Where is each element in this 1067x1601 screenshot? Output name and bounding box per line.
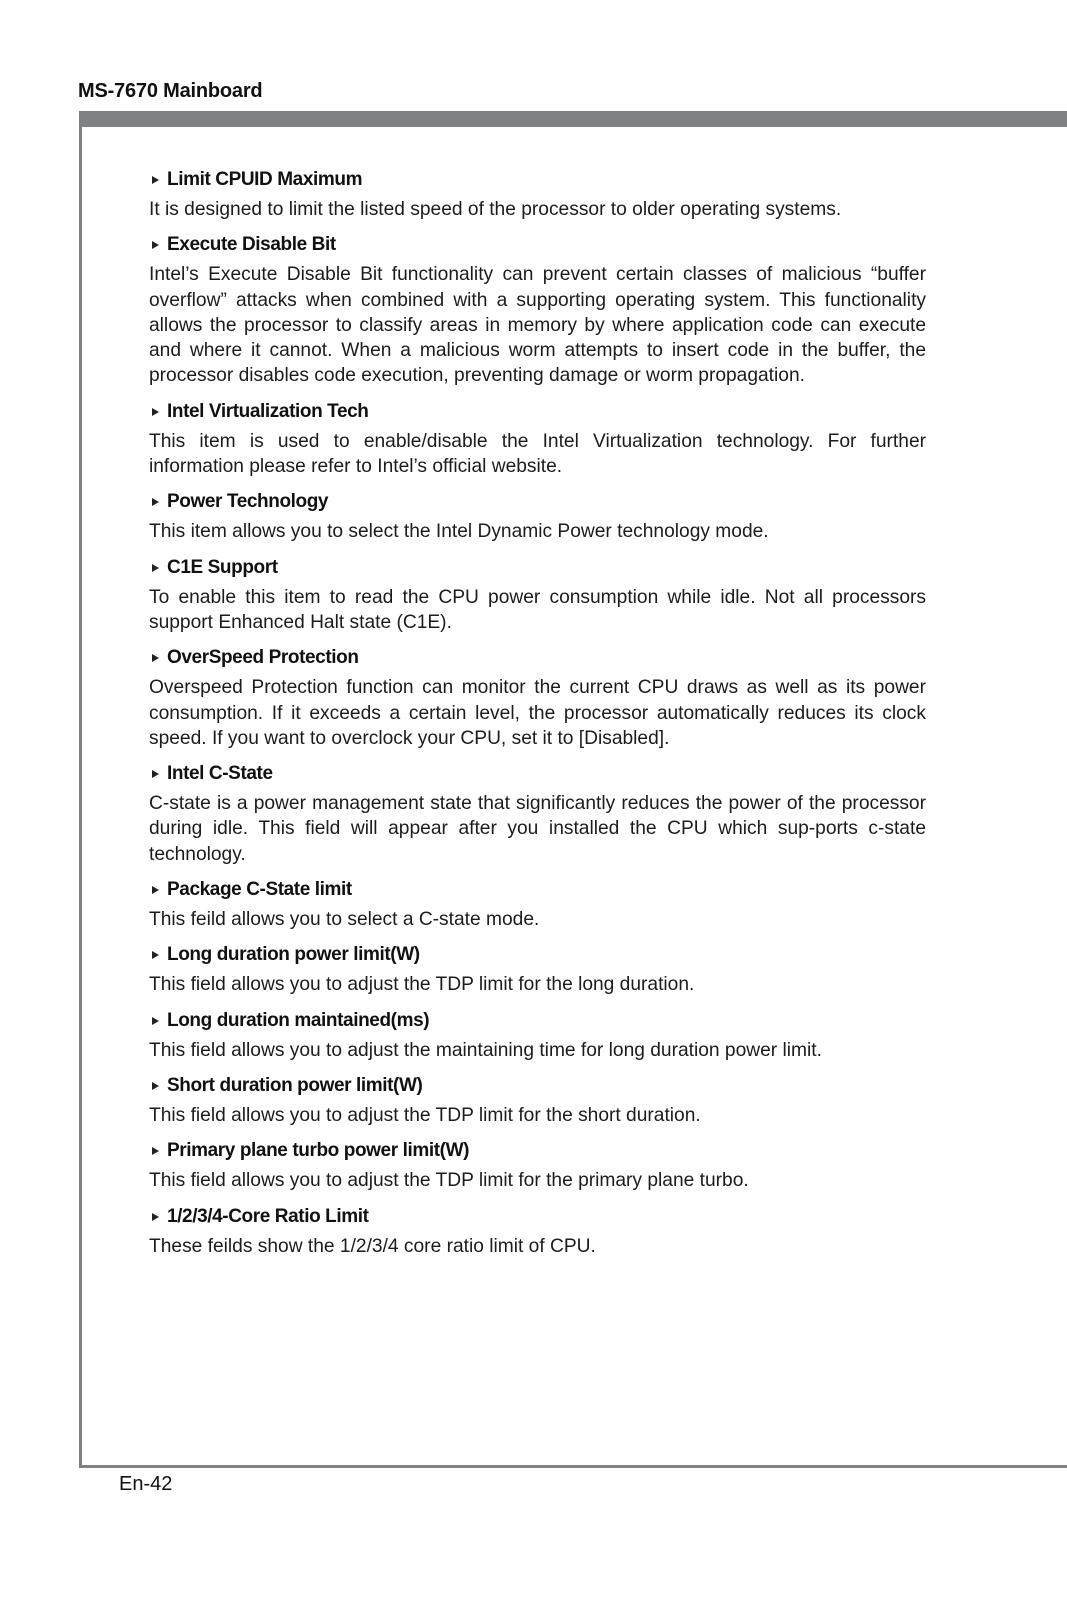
setting-description: This field allows you to adjust the TDP limit for the primary plane turbo.: [149, 1170, 749, 1192]
setting-item-primary-plane-turbo-power-limit: [149, 1139, 926, 1193]
setting-heading: [149, 490, 926, 514]
setting-item-long-duration-maintained: [149, 1009, 926, 1063]
setting-description: Intel’s Execute Disable Bit functionality can prevent certain classes of malicious “buffer overflow” attacks when combined with a supporting operating system. This functionality allows the processor to classify areas in memory by where application code can execute and where it cannot. When a malicious worm attempts to insert code in the buffer, the processor disables code execution, preventing damage or worm propagation.: [149, 264, 926, 387]
setting-description: C-state is a power management state that significantly reduces the power of the processor during idle. This field will appear after you installed the CPU which sup-ports c-state technology.: [149, 793, 926, 865]
setting-heading: [149, 168, 926, 192]
triangle-bullet-icon: [152, 176, 159, 184]
triangle-bullet-icon: [152, 886, 159, 894]
left-margin-rule: [79, 111, 82, 1468]
triangle-bullet-icon: [152, 951, 159, 959]
setting-item-short-duration-power-limit: [149, 1074, 926, 1128]
setting-item-execute-disable-bit: [149, 233, 926, 388]
setting-heading-label: Long duration maintained(ms): [167, 1009, 430, 1031]
triangle-bullet-icon: [152, 770, 159, 778]
setting-item-power-technology: [149, 490, 926, 544]
setting-heading: [149, 233, 926, 257]
setting-heading-label: Short duration power limit(W): [167, 1074, 423, 1096]
setting-item-limit-cpuid-maximum: [149, 168, 926, 222]
setting-heading: [149, 1139, 926, 1163]
setting-heading: [149, 1074, 926, 1098]
triangle-bullet-icon: [152, 1082, 159, 1090]
page-header-title: MS-7670 Mainboard: [78, 80, 263, 102]
triangle-bullet-icon: [152, 1017, 159, 1025]
setting-item-long-duration-power-limit: [149, 943, 926, 997]
setting-heading: [149, 556, 926, 580]
triangle-bullet-icon: [152, 564, 159, 572]
setting-description: This field allows you to adjust the TDP limit for the short duration.: [149, 1104, 701, 1126]
setting-heading: [149, 646, 926, 670]
setting-item-package-c-state-limit: [149, 878, 926, 932]
setting-heading: [149, 1009, 926, 1033]
setting-heading-label: Power Technology: [167, 491, 329, 513]
triangle-bullet-icon: [152, 654, 159, 662]
setting-heading-label: C1E Support: [167, 556, 278, 578]
triangle-bullet-icon: [152, 241, 159, 249]
setting-description: This item allows you to select the Intel Dynamic Power technology mode.: [149, 521, 769, 543]
setting-heading-label: Execute Disable Bit: [167, 234, 336, 256]
setting-heading: [149, 762, 926, 786]
setting-description: This field allows you to adjust the maintaining time for long duration power limit.: [149, 1039, 822, 1061]
setting-item-intel-virtualization-tech: [149, 400, 926, 480]
header-bar: [79, 111, 1067, 127]
setting-item-core-ratio-limit: [149, 1205, 926, 1259]
setting-heading-label: Long duration power limit(W): [167, 944, 420, 966]
setting-description: To enable this item to read the CPU power consumption while idle. Not all processors support Enhanced Halt state (C1E).: [149, 586, 926, 633]
setting-description: Overspeed Protection function can monitor the current CPU draws as well as its power consumption. If it exceeds a certain level, the processor automatically reduces its clock speed. If you want to overclock your CPU, set it to [Disabled].: [149, 677, 926, 749]
manual-content: [149, 168, 926, 1270]
setting-item-c1e-support: [149, 556, 926, 636]
setting-heading-label: Primary plane turbo power limit(W): [167, 1140, 470, 1162]
setting-heading-label: 1/2/3/4-Core Ratio Limit: [167, 1205, 369, 1227]
setting-heading: [149, 400, 926, 424]
setting-heading-label: OverSpeed Protection: [167, 647, 359, 669]
setting-item-intel-c-state: [149, 762, 926, 867]
triangle-bullet-icon: [152, 1213, 159, 1221]
triangle-bullet-icon: [152, 1147, 159, 1155]
setting-description: This field allows you to adjust the TDP limit for the long duration.: [149, 974, 695, 996]
setting-heading: [149, 878, 926, 902]
setting-heading-label: Limit CPUID Maximum: [167, 169, 363, 190]
setting-heading-label: Intel C-State: [167, 763, 273, 785]
setting-description: This item is used to enable/disable the Intel Virtualization technology. For further information please refer to Intel’s official website.: [149, 430, 926, 478]
footer-rule: [79, 1465, 1067, 1468]
setting-heading-label: Intel Virtualization Tech: [167, 400, 369, 422]
setting-heading: [149, 943, 926, 967]
triangle-bullet-icon: [152, 408, 159, 416]
page-number: En-42: [119, 1473, 173, 1495]
triangle-bullet-icon: [152, 498, 159, 506]
setting-description: These feilds show the 1/2/3/4 core ratio limit of CPU.: [149, 1235, 596, 1257]
setting-heading-label: Package C-State limit: [167, 879, 352, 901]
setting-description: It is designed to limit the listed speed of the processor to older operating systems.: [149, 199, 842, 220]
setting-heading: [149, 1205, 926, 1229]
setting-description: This feild allows you to select a C-state mode.: [149, 909, 540, 931]
setting-item-overspeed-protection: [149, 646, 926, 751]
